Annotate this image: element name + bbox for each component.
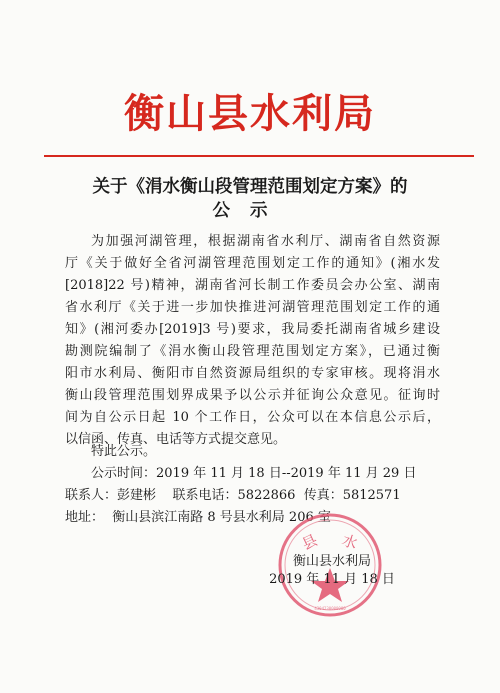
closing-text: 特此公示。 [91,444,157,459]
body-line: 省水利厅《关于进一步加快推进河湖管理范围划定工作的通 [65,300,440,315]
seal-text-left: 县 [299,530,321,554]
body-line: 以信函、传真、电话等方式提交意见。 [65,432,287,447]
body-paragraph [65,231,440,451]
body-line: [2018]22 号)精神，湖南省河长制工作委员会办公室、湖南 [65,278,440,293]
svg-text:4304230000000: 4304230000000 [314,606,346,611]
body-line: 间为自公示日起 10 个工作日，公众可以在本信息公示后， [65,410,440,425]
contact-line: 联系人：彭建彬 联系电话：5822866 传真：5812571 [65,488,401,503]
body-line: 知》(湘河委办[2019]3 号)要求，我局委托湖南省城乡建设 [65,322,440,337]
signature-date: 2019 年 11 月 18 日 [269,572,395,587]
body-line: 衡山段管理范围划界成果予以公示并征询公众意见。征询时 [65,388,440,403]
body-line: 勘测院编制了《涓水衡山段管理范围划定方案》，已通过衡 [65,344,440,359]
letterhead-divider [44,155,474,157]
letterhead-title: 衡山县水利局 [124,91,376,137]
address-line: 地址： 衡山县滨江南路 8 号县水利局 206 室 [65,510,331,525]
notice-title: 关于《涓水衡山段管理范围划定方案》的 [92,177,408,197]
seal-text-right: 水 [339,530,360,553]
signature-org: 衡山县水利局 [292,554,371,569]
publicity-period: 公示时间：2019 年 11 月 18 日--2019 年 11 月 29 日 [91,466,417,481]
body-line: 阳市水利局、衡阳市自然资源局组织的专家审核。现将涓水 [65,366,440,381]
closing-line [65,441,440,463]
body-line: 为加强河湖管理，根据湖南省水利厅、湖南省自然资源 [91,234,440,249]
notice-subtitle: 公示 [212,201,288,221]
body-line: 厅《关于做好全省河湖管理范围划定工作的通知》(湘水发 [65,256,440,271]
